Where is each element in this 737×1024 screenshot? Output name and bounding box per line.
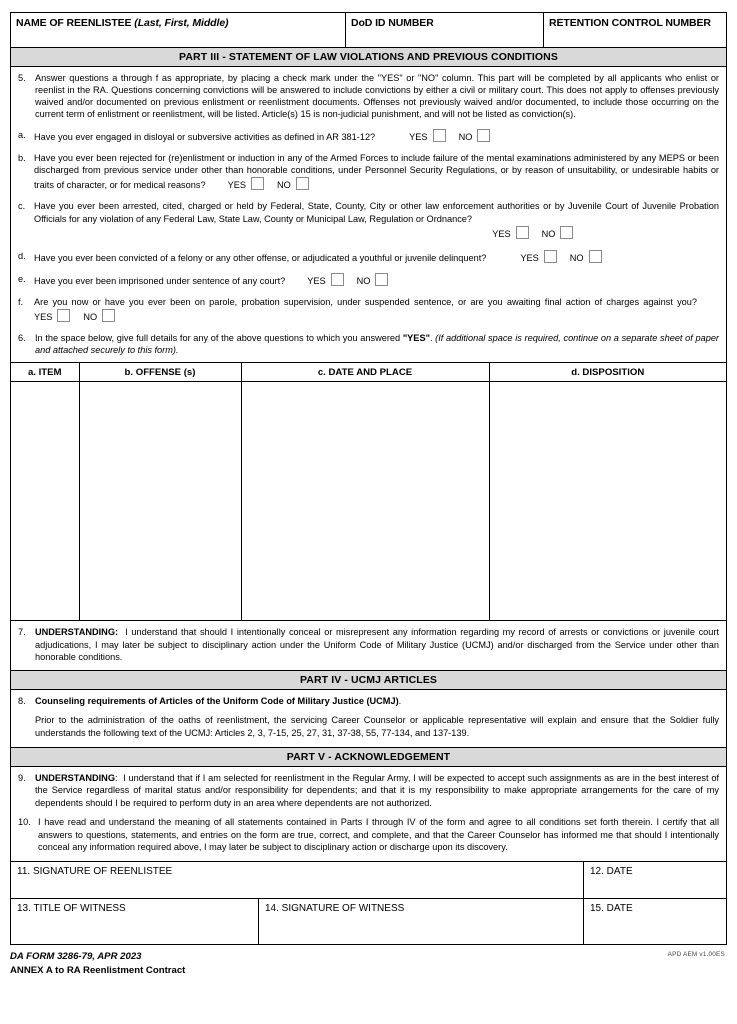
question-b-text: Have you ever been rejected for (re)enlistment or induction in any of the Armed Forces to include failure of the mental examinations administered by any MEPS or been discharged from previous service under other than honorable conditions, under Personnel Security Regulations, or by reason of unsuitability, or undesirable habits or traits of character, or for medical reasons? — [34, 152, 719, 190]
question-c-letter: c. — [18, 201, 26, 212]
question-e-yes-label: YES — [307, 275, 326, 286]
question-e-text: Have you ever been imprisoned under sentence of any court? — [34, 275, 286, 286]
form-version: APD AEM v1.00ES — [667, 950, 725, 958]
question-e-no-label: NO — [356, 275, 371, 286]
item-7-block — [11, 620, 726, 669]
question-a-yes-checkbox[interactable] — [433, 129, 446, 142]
form-id: DA FORM 3286-79, APR 2023 — [10, 950, 142, 962]
question-e-yesno — [307, 273, 391, 287]
field-title-of-witness[interactable] — [11, 899, 259, 944]
part-iv-band: PART IV - UCMJ ARTICLES — [11, 670, 726, 690]
question-a-yesno — [409, 129, 493, 143]
field-dod-id-number[interactable] — [346, 13, 544, 47]
part-iii-band: PART III - STATEMENT OF LAW VIOLATIONS AND PREVIOUS CONDITIONS — [11, 48, 726, 67]
column-header-date-and-place: c. DATE AND PLACE — [241, 363, 489, 382]
question-a-yes-label: YES — [409, 131, 428, 142]
question-b — [18, 152, 719, 191]
question-f — [18, 296, 719, 323]
question-f-no-label: NO — [83, 311, 98, 322]
question-d-yes-checkbox[interactable] — [544, 250, 557, 263]
question-d-letter: d. — [18, 250, 26, 261]
date-15-label: 15. DATE — [590, 902, 633, 914]
question-d-yesno — [520, 250, 604, 264]
form-annex: ANNEX A to RA Reenlistment Contract — [10, 964, 186, 976]
cell-disposition[interactable] — [489, 382, 726, 621]
item-7-text: I understand that should I intentionally conceal or misrepresent any information regarding my record of arrests or convictions or juvenile court adjudications, I may later be subject to disciplinary action under the Uniform Code of Military Justice (UCMJ) and/or discharged from the Service under other than honorable conditions. — [35, 627, 719, 663]
item-10-number: 10. — [18, 817, 31, 828]
item-9-number: 9. — [18, 772, 26, 783]
question-d-yes-label: YES — [520, 252, 539, 263]
question-e — [18, 273, 719, 287]
question-d-no-checkbox[interactable] — [589, 250, 602, 263]
dod-id-number-label: DoD ID NUMBER — [351, 17, 434, 29]
question-a-letter: a. — [18, 129, 26, 140]
details-table-row — [11, 382, 726, 621]
item-6-text-a: In the space below, give full details for any of the above questions to which you answered — [35, 333, 403, 344]
signature-row-1 — [11, 861, 726, 898]
date-12-label: 12. DATE — [590, 865, 633, 877]
item-9-label-tail: : — [114, 772, 118, 783]
field-retention-control-number[interactable] — [544, 13, 725, 47]
column-header-item: a. ITEM — [11, 363, 79, 382]
name-of-reenlistee-hint: (Last, First, Middle) — [134, 17, 229, 29]
question-b-letter: b. — [18, 152, 26, 163]
item-8-block — [11, 690, 726, 747]
question-f-yes-label: YES — [34, 311, 53, 322]
item-8-number: 8. — [18, 695, 26, 706]
question-c-text: Have you ever been arrested, cited, charged or held by Federal, State, County, City or other law enforcement authorities or by Juvenile Court of Juvenile Probation Officials for any violation of any Federal Law, State Law, County or Municipal Law, Regulation or Ordnance? — [34, 201, 719, 224]
item-8-heading: Counseling requirements of Articles of the Uniform Code of Military Justice (UCMJ) — [35, 695, 399, 706]
question-a — [18, 129, 719, 143]
signature-row-2 — [11, 898, 726, 944]
question-b-yes-checkbox[interactable] — [251, 177, 264, 190]
field-date-12[interactable] — [584, 862, 726, 898]
question-f-yes-checkbox[interactable] — [57, 309, 70, 322]
question-d-text: Have you ever been convicted of a felony or any other offense, or adjudicated a youthful or juvenile delinquent? — [34, 252, 487, 263]
field-date-15[interactable] — [584, 899, 726, 944]
question-c-yesno — [492, 226, 576, 240]
question-f-letter: f. — [18, 297, 24, 308]
item-6-note: (If additional space is required, continue on a separate sheet of paper and attached securely to this form). — [35, 333, 719, 356]
item-8-body: Prior to the administration of the oaths of reenlistment, the servicing Career Counselor or applicable representative will explain and ensure that the Soldier fully understands the following text of the UCMJ: Articles 2, 3, 7-15, 25, 27, 31, 37-38, 55, 77-134, and 137-139. — [35, 715, 719, 739]
details-table-header-row — [11, 363, 726, 382]
item-5-number: 5. — [18, 73, 26, 83]
question-c-no-label: NO — [541, 229, 556, 240]
item-7-number: 7. — [18, 627, 26, 638]
question-e-yes-checkbox[interactable] — [331, 273, 344, 286]
item-9-text: I understand that if I am selected for reenlistment in the Regular Army, I will be expected to accept such assignments as are in the best interest of the Service regardless of marital status and/or responsibility for dependents; and that it is my responsibility to make appropriate arrangements for the care of my dependents should I be required to perform duty in an area where dependents are not authorized. — [35, 772, 719, 808]
item-6-text-b: . — [429, 333, 436, 344]
question-b-no-label: NO — [276, 179, 291, 190]
item-9-label: UNDERSTANDING — [35, 772, 115, 783]
cell-offense[interactable] — [79, 382, 241, 621]
question-d-no-label: NO — [569, 252, 584, 263]
field-signature-of-witness[interactable] — [259, 899, 584, 944]
signature-of-witness-label: 14. SIGNATURE OF WITNESS — [265, 902, 405, 914]
name-of-reenlistee-label: NAME OF REENLISTEE — [16, 17, 132, 29]
retention-control-number-label: RETENTION CONTROL NUMBER — [549, 17, 711, 29]
item-6-number: 6. — [18, 333, 26, 344]
question-b-no-checkbox[interactable] — [296, 177, 309, 190]
item-5-text: Answer questions a through f as appropriate, by placing a check mark under the "YES" or "NO" column. This part will be completed by all applicants who enlist or reenlist in the RA. Questions concerning convictions will be answered to include convictions by either a civil or military court. This does not apply to offenses previously waived and/or documented on previous enlistment or reenlistment documents. Offenses not previously waived and/or documented, to include those occurring on the current term of enlistment or reenlistment, will be listed. Article(s) 15 is non-judicial punishment, and will not be listed as conviction(s). — [35, 73, 719, 120]
item-7-label: UNDERSTANDING: — [35, 627, 119, 638]
field-signature-of-reenlistee[interactable] — [11, 862, 584, 898]
cell-item[interactable] — [11, 382, 79, 621]
column-header-disposition: d. DISPOSITION — [489, 363, 726, 382]
question-e-no-checkbox[interactable] — [375, 273, 388, 286]
question-c-no-checkbox[interactable] — [560, 226, 573, 239]
cell-date-and-place[interactable] — [241, 382, 489, 621]
item-6-yes-emphasis: "YES" — [402, 333, 430, 344]
question-c-yes-label: YES — [492, 229, 511, 240]
question-c-yes-checkbox[interactable] — [516, 226, 529, 239]
signature-of-reenlistee-label: 11. SIGNATURE OF REENLISTEE — [17, 865, 173, 877]
question-a-text: Have you ever engaged in disloyal or subversive activities as defined in AR 381-12? — [34, 131, 376, 142]
item-8-heading-tail: . — [398, 695, 402, 706]
question-b-yesno — [228, 177, 312, 191]
question-b-yes-label: YES — [227, 179, 246, 190]
item-5-block — [11, 67, 726, 126]
form-footer — [10, 950, 727, 982]
question-f-yesno — [34, 309, 118, 323]
part-v-band: PART V - ACKNOWLEDGEMENT — [11, 747, 726, 767]
column-header-offense: b. OFFENSE (s) — [79, 363, 241, 382]
field-name-of-reenlistee[interactable] — [11, 13, 346, 47]
title-of-witness-label: 13. TITLE OF WITNESS — [17, 902, 126, 914]
question-c — [18, 200, 719, 240]
question-f-text: Are you now or have you ever been on parole, probation supervision, under suspended sentence, or are you awaiting final action of charges against you? — [34, 297, 697, 308]
question-f-no-checkbox[interactable] — [102, 309, 115, 322]
question-a-no-checkbox[interactable] — [477, 129, 490, 142]
details-table — [11, 362, 726, 620]
item-6-block — [11, 330, 726, 362]
question-a-no-label: NO — [458, 131, 473, 142]
question-d — [18, 250, 719, 264]
form-outer-border — [10, 12, 727, 945]
questions-list — [11, 126, 726, 331]
item-10-text: I have read and understand the meaning of all statements contained in Parts I through IV of the form and agree to all conditions set forth therein. I certify that all answers to questions, statements, and entries on the form are true, correct, and complete, and that the Career Counselor has informed me that should I intentionally conceal any information required above, I may later be subject to disciplinary action or discharge upon its discovery. — [38, 817, 719, 853]
part-v-body — [11, 767, 726, 861]
header-row — [11, 13, 726, 48]
question-e-letter: e. — [18, 273, 26, 284]
